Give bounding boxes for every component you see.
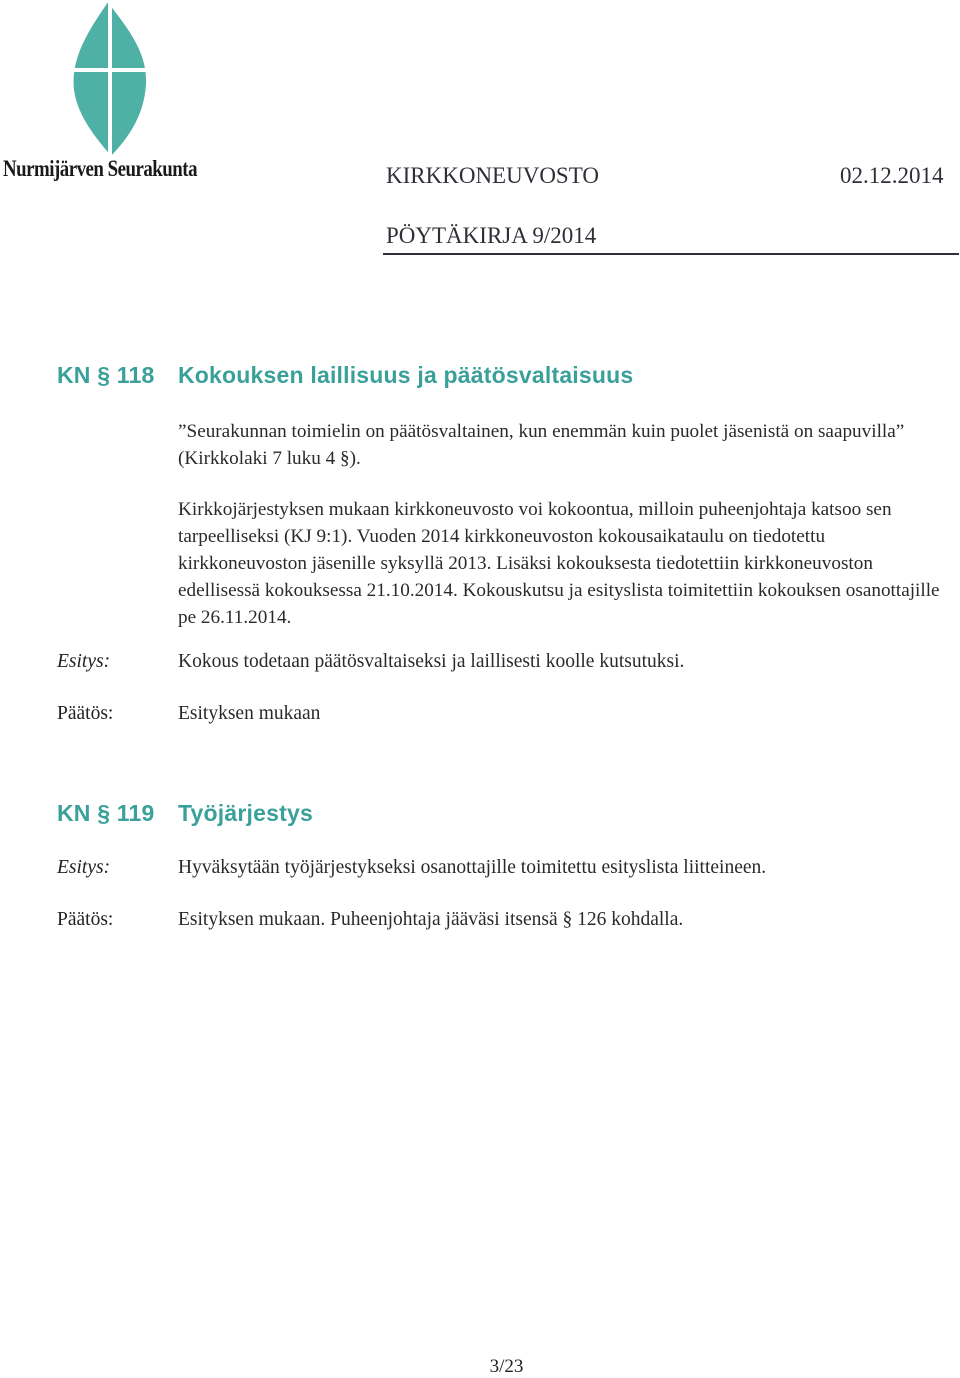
leaf-cross-icon — [62, 0, 152, 158]
document-title: KIRKKONEUVOSTO — [386, 163, 599, 188]
section-title: Kokouksen laillisuus ja päätösvaltaisuus — [178, 362, 634, 388]
esitys-text: Hyväksytään työjärjestykseksi osanottajille toimitettu esityslista liitteineen. — [178, 857, 767, 878]
paatos-label: Päätös: — [57, 703, 114, 724]
section-heading — [57, 362, 633, 389]
section-number: KN § 119 — [57, 800, 155, 826]
esitys-text: Kokous todetaan päätösvaltaiseksi ja laillisesti koolle kutsutuksi. — [178, 651, 685, 672]
parish-logo — [0, 0, 215, 190]
header-divider — [383, 253, 959, 255]
esitys-label: Esitys: — [57, 651, 111, 672]
section-heading — [57, 800, 313, 827]
page-number: 3/23 — [489, 1356, 524, 1377]
paatos-text: Esityksen mukaan — [178, 703, 321, 724]
section-title: Työjärjestys — [178, 800, 313, 826]
paatos-label: Päätös: — [57, 909, 114, 930]
minutes-number: PÖYTÄKIRJA 9/2014 — [386, 223, 597, 248]
paragraph: ”Seurakunnan toimielin on päätösvaltainen, kun enemmän kuin puolet jäsenistä on saapuvilla” (Kirkkolaki 7 luku 4 §). — [178, 421, 905, 469]
paatos-text: Esityksen mukaan. Puheenjohtaja jääväsi itsensä § 126 kohdalla. — [178, 909, 684, 930]
esitys-label: Esitys: — [57, 857, 111, 878]
paragraph: Kirkkojärjestyksen mukaan kirkkoneuvosto voi kokoontua, milloin puheenjohtaja katsoo sen tarpeelliseksi (KJ 9:1). Vuoden 2014 kirkkoneuvoston kokousaikataulu on tiedotettu kirkkoneuvoston jäsenille syksyllä 2013. Lisäksi kokouksesta tiedotettiin kirkkoneuvoston edellisessä kokouksessa 21.10.2014. Kokouskutsu ja esityslista toimitettiin kokouksen osanottajille pe 26.11.2014. — [178, 499, 940, 628]
section-number: KN § 118 — [57, 362, 155, 388]
meeting-date: 02.12.2014 — [840, 163, 944, 188]
organization-name: Nurmijärven Seurakunta — [3, 156, 198, 181]
